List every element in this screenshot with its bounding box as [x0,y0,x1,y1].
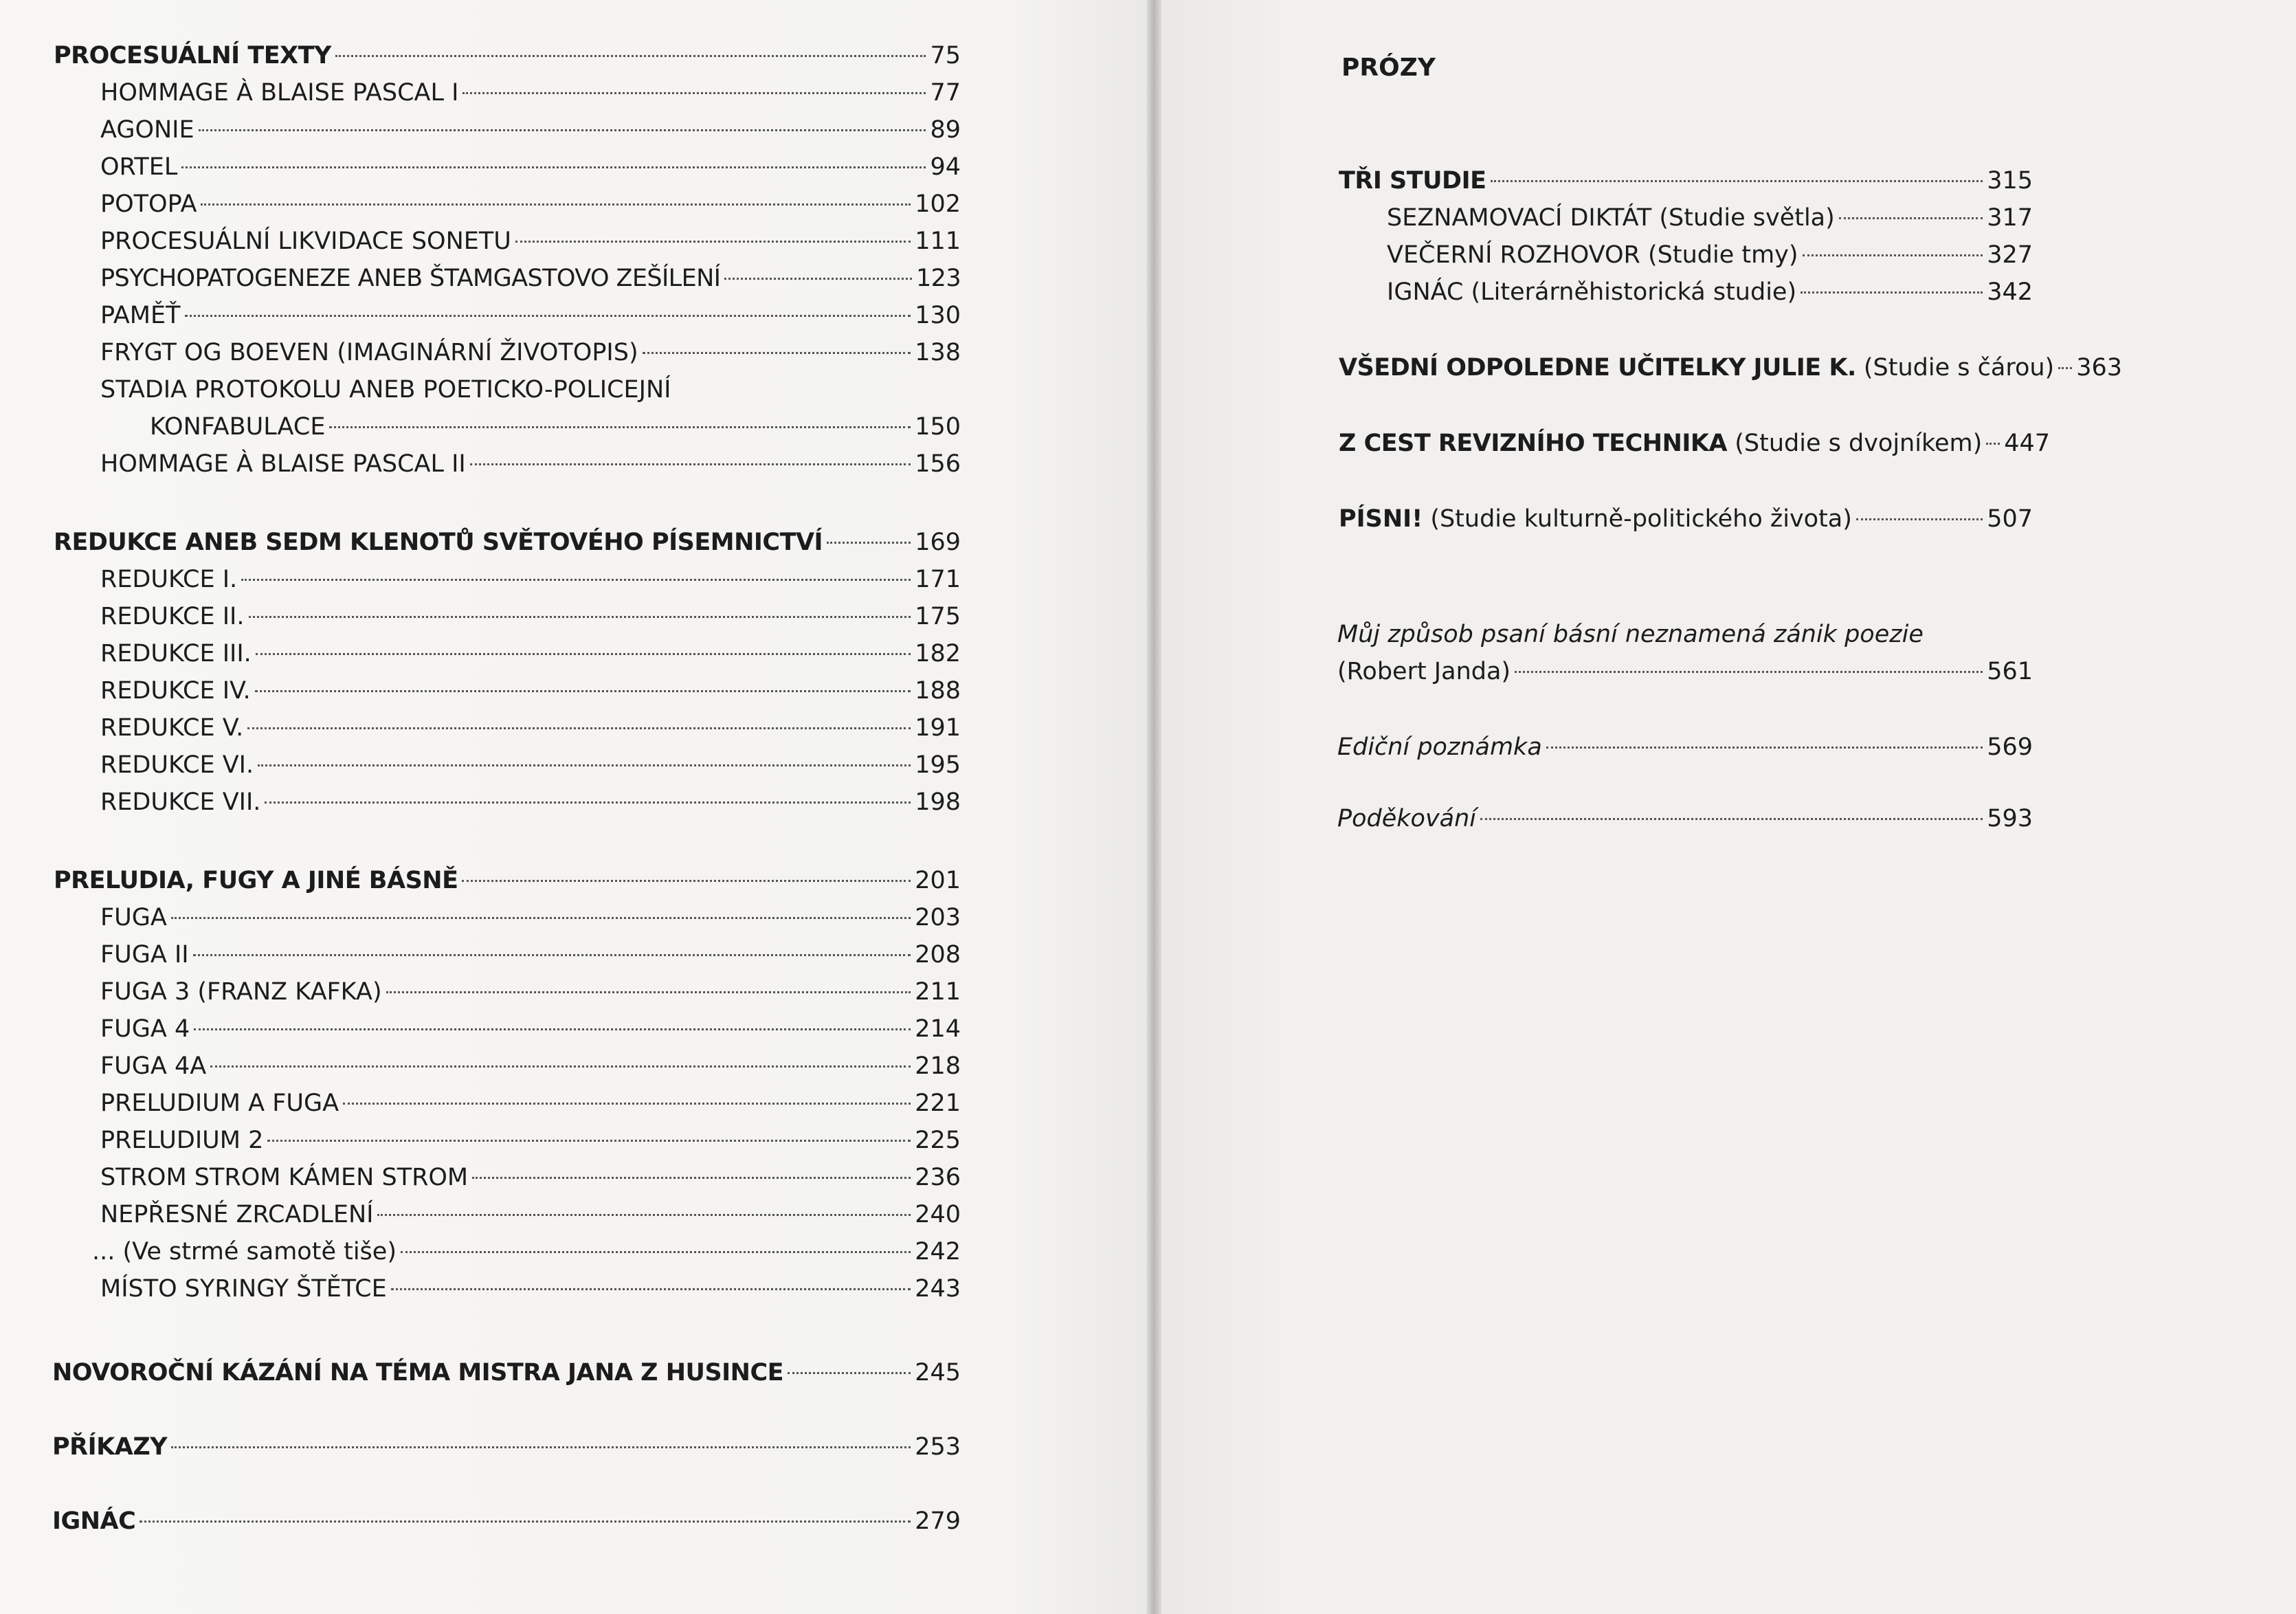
toc-entry-edicni-poznamka[interactable] [1337,731,2033,763]
entry-title: PRELUDIUM 2 [100,1127,264,1154]
page-number: 243 [915,1275,961,1303]
leader-dots [185,315,911,317]
leader-dots [343,1103,911,1105]
entry-title: FUGA II [100,941,189,969]
leader-dots [329,426,911,428]
toc-entry[interactable] [92,1236,961,1268]
leader-dots [256,653,911,655]
toc-entry[interactable] [100,77,961,109]
entry-title: REDUKCE I. [100,566,238,593]
leader-dots [201,203,911,206]
leader-dots [470,463,911,465]
toc-entry[interactable] [100,939,961,971]
leader-dots [210,1065,911,1068]
page-number: 447 [2004,430,2051,457]
leader-dots [265,802,911,804]
leader-dots [827,542,911,544]
section-prikazy[interactable] [52,1431,961,1463]
entry-title: PŘÍKAZY [52,1433,168,1461]
leader-dots [140,1521,911,1523]
entry-title: IGNÁC (Literárněhistorická studie) [1387,278,1797,306]
essay-title: Můj způsob psaní básní neznamená zánik poezie [1337,621,1924,648]
leader-dots [1801,291,1983,294]
leader-dots [724,278,912,280]
leader-dots [377,1214,911,1216]
entry-title: REDUKCE IV. [100,677,251,705]
toc-entry[interactable] [100,712,961,744]
toc-entry[interactable] [100,448,961,480]
toc-entry[interactable] [100,976,961,1008]
leader-dots [194,1028,911,1030]
page-number: 130 [915,302,961,329]
page-number: 203 [915,904,961,931]
entry-title: PRELUDIUM A FUGA [100,1090,339,1117]
page-number: 77 [930,79,961,107]
entry-title: FUGA [100,904,167,931]
toc-entry[interactable] [100,638,961,670]
toc-entry[interactable] [100,263,961,294]
toc-entry[interactable] [100,1273,961,1305]
leader-dots [386,991,911,993]
leader-dots [335,55,926,57]
section-ignac[interactable] [52,1505,961,1537]
toc-entry[interactable] [100,300,961,331]
entry-title: Poděkování [1337,805,1477,832]
leader-dots [258,764,911,766]
leader-dots [199,129,926,131]
page-number: 240 [915,1201,961,1228]
entry-title: POTOPA [100,190,197,218]
page-number: 102 [915,190,961,218]
entry-title: FRYGT OG BOEVEN (IMAGINÁRNÍ ŽIVOTOPIS) [100,339,638,366]
leader-dots [241,579,911,581]
section-tri-studie[interactable] [1339,165,2033,197]
page-number: 171 [915,566,961,593]
page-number: 214 [915,1015,961,1043]
toc-entry[interactable] [100,786,961,818]
toc-entry-pisni[interactable] [1339,503,2033,535]
page-number: 89 [930,116,961,144]
toc-entry[interactable] [100,1013,961,1045]
entry-title-continuation: KONFABULACE [150,413,326,441]
toc-entry[interactable] [150,411,961,443]
page-number: 561 [1987,658,2033,685]
page-number: 236 [915,1164,961,1191]
prozy-heading: PRÓZY [1341,54,1436,82]
page-number: 363 [2076,354,2123,382]
essay-author: (Robert Janda) [1337,658,1511,685]
entry-title: REDUKCE III. [100,640,252,667]
toc-entry[interactable] [100,114,961,146]
page-number: 279 [915,1507,961,1535]
entry-title-line1: STADIA PROTOKOLU ANEB POETICKO-POLICEJNÍ [100,376,671,404]
toc-entry[interactable] [1387,276,2033,308]
toc-entry-z-cest[interactable] [1339,428,2051,459]
page-number: 225 [915,1127,961,1154]
leader-dots [249,616,911,618]
leader-dots [193,954,911,956]
page-number: 150 [915,413,961,441]
entry-title: PSYCHOPATOGENEZE ANEB ŠTAMGASTOVO ZEŠÍLENÍ [100,265,721,292]
entry-title: TŘI STUDIE [1339,167,1486,195]
toc-entry[interactable] [100,902,961,933]
toc-entry[interactable] [100,1199,961,1230]
entry-title: FUGA 3 (FRANZ KAFKA) [100,978,382,1006]
entry-title: Ediční poznámka [1337,733,1542,761]
entry-title: SEZNAMOVACÍ DIKTÁT (Studie světla) [1387,204,1835,232]
entry-title: AGONIE [100,116,194,144]
page-number: 156 [915,450,961,478]
page-number: 191 [915,714,961,742]
section-redukce[interactable] [54,527,961,558]
page-number: 138 [915,339,961,366]
toc-entry[interactable] [100,225,961,257]
page-number: 569 [1987,733,2033,761]
leader-dots [1839,217,1983,219]
entry-title: REDUKCE V. [100,714,244,742]
toc-entry[interactable] [100,564,961,595]
toc-entry[interactable] [100,188,961,220]
page-number: 188 [915,677,961,705]
leader-dots [401,1251,911,1253]
leader-dots [1491,180,1983,182]
entry-title: PÍSNI! (Studie kulturně-politického života) [1339,505,1852,533]
page-number: 195 [915,751,961,779]
leader-dots [1986,443,2000,445]
leader-dots [255,690,911,692]
page-number: 342 [1987,278,2033,306]
entry-title: NOVOROČNÍ KÁZÁNÍ NA TÉMA MISTRA JANA Z HUSINCE [52,1359,784,1386]
page-number: 123 [915,265,961,292]
right-page [1161,0,2296,1614]
entry-title: REDUKCE ANEB SEDM KLENOTŮ SVĚTOVÉHO PÍSEMNICTVÍ [54,529,823,556]
toc-entry[interactable] [100,1050,961,1082]
page-number: 208 [915,941,961,969]
page-number: 593 [1987,805,2033,832]
toc-entry[interactable] [1387,202,2033,234]
page-number: 182 [915,640,961,667]
page-number: 111 [915,228,961,255]
leader-dots [643,352,911,354]
entry-title: REDUKCE VII. [100,788,261,816]
toc-entry[interactable] [100,675,961,707]
entry-title: IGNÁC [52,1507,136,1535]
page-number: 315 [1987,167,2033,195]
page-number: 75 [930,42,961,69]
leader-dots [247,727,911,729]
entry-title: PROCESUÁLNÍ LIKVIDACE SONETU [100,228,511,255]
entry-title: Z CEST REVIZNÍHO TECHNIKA (Studie s dvojníkem) [1339,430,1983,457]
section-procesualni-texty[interactable] [54,40,961,71]
entry-title: VŠEDNÍ ODPOLEDNE UČITELKY JULIE K. (Studie s čárou) [1339,354,2055,382]
entry-title: PRELUDIA, FUGY A JINÉ BÁSNĚ [54,867,458,894]
page-number: 507 [1987,505,2033,533]
page-number: 201 [915,867,961,894]
toc-entry-vsedni-odpoledne[interactable] [1339,352,2123,384]
page-number: 221 [915,1090,961,1117]
page-number: 218 [915,1052,961,1080]
entry-title: STROM STROM KÁMEN STROM [100,1164,469,1191]
entry-title: REDUKCE II. [100,603,245,630]
leader-dots [1856,518,1983,520]
page-number: 327 [1987,241,2033,269]
leader-dots [472,1177,911,1179]
page-number: 94 [930,153,961,181]
toc-entry[interactable] [100,151,961,183]
leader-dots [462,92,926,94]
leader-dots [515,241,911,243]
toc-entry[interactable] [100,1087,961,1119]
page-number: 169 [915,529,961,556]
page-number: 245 [915,1359,961,1386]
leader-dots [171,1446,911,1448]
page-number: 317 [1987,204,2033,232]
toc-entry[interactable] [100,1162,961,1193]
entry-title: FUGA 4A [100,1052,207,1080]
entry-title: HOMMAGE À BLAISE PASCAL II [100,450,466,478]
entry-title: FUGA 4 [100,1015,190,1043]
toc-entry[interactable] [1387,239,2033,271]
leader-dots [462,880,911,882]
toc-entry-podekovani[interactable] [1337,803,2033,834]
leader-dots [391,1288,911,1290]
book-gutter [1146,0,1161,1614]
page-number: 211 [915,978,961,1006]
entry-title: HOMMAGE À BLAISE PASCAL I [100,79,459,107]
leader-dots [1515,671,1983,673]
entry-title: VEČERNÍ ROZHOVOR (Studie tmy) [1387,241,1798,269]
toc-entry[interactable] [100,749,961,781]
leader-dots [1480,818,1983,820]
left-page [0,0,1146,1614]
toc-entry[interactable] [100,337,961,368]
leader-dots [181,166,926,168]
entry-title: PAMĚŤ [100,302,181,329]
toc-entry[interactable] [100,1125,961,1156]
entry-title: ORTEL [100,153,178,181]
leader-dots [171,917,911,919]
section-preludia[interactable] [54,865,961,896]
entry-title: NEPŘESNÉ ZRCADLENÍ [100,1201,374,1228]
leader-dots [788,1372,911,1374]
toc-entry-essay[interactable] [1337,656,2033,687]
leader-dots [1546,747,1983,749]
leader-dots [267,1140,911,1142]
page-number: 175 [915,603,961,630]
leader-dots [2058,367,2072,369]
page-number: 242 [915,1238,961,1265]
entry-title: REDUKCE VI. [100,751,254,779]
page-number: 253 [915,1433,961,1461]
page-number: 198 [915,788,961,816]
leader-dots [1803,254,1983,256]
entry-title: MÍSTO SYRINGY ŠTĚTCE [100,1275,387,1303]
entry-title: ... (Ve strmé samotě tiše) [92,1238,397,1265]
section-novorocni-kazani[interactable] [52,1357,961,1389]
toc-entry[interactable] [100,601,961,632]
entry-title: PROCESUÁLNÍ TEXTY [54,42,331,69]
